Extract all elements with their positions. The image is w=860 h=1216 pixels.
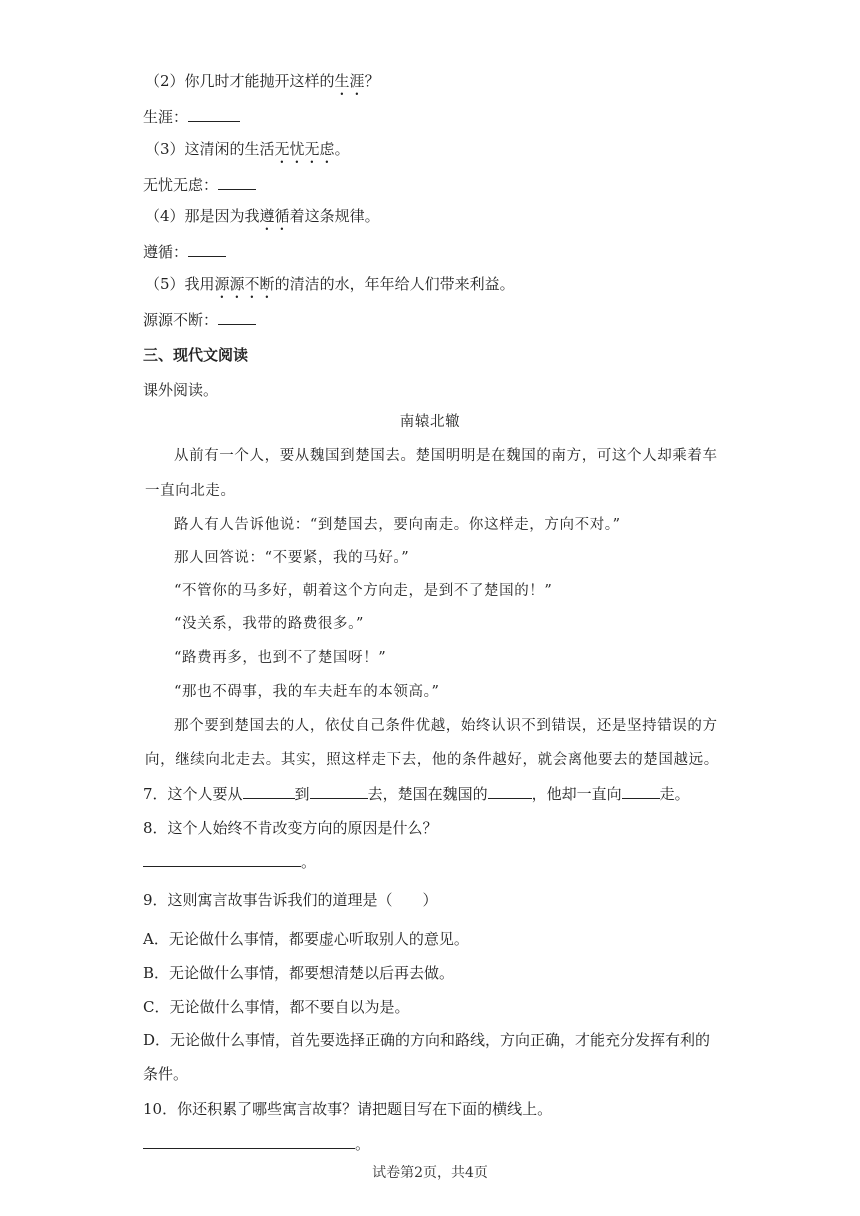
answer-blank[interactable] — [622, 784, 660, 799]
answer-blank[interactable] — [143, 852, 301, 867]
answer-blank[interactable] — [143, 1134, 355, 1149]
story-paragraph-5: “没关系，我带的路费很多。” — [174, 616, 364, 632]
answer-blank[interactable] — [243, 784, 295, 799]
question-7 — [143, 784, 690, 804]
section-heading: 三、现代文阅读 — [143, 346, 249, 364]
story-paragraph-3: 那人回答说：“不要紧，我的马好。” — [174, 550, 410, 566]
question-10: 10．你还积累了哪些寓言故事？请把题目写在下面的横线上。 — [143, 1100, 553, 1118]
question-8: 8．这个人始终不肯改变方向的原因是什么？ — [143, 819, 438, 837]
question-10-answer — [143, 1134, 370, 1154]
question-7-text: 去，楚国在魏国的 — [367, 785, 488, 803]
option-c[interactable]: C．无论做什么事情，都不要自以为是。 — [143, 998, 410, 1016]
answer-blank[interactable] — [188, 107, 240, 122]
page-footer: 试卷第2页，共4页 — [372, 1165, 488, 1181]
vocab-answer-5 — [143, 310, 256, 330]
story-paragraph-6: “路费再多，也到不了楚国呀！” — [174, 650, 387, 666]
answer-blank[interactable] — [310, 784, 368, 799]
story-paragraph-8a: 那个要到楚国去的人，依仗自己条件优越，始终认识不到错误，还是坚持错误的方 — [174, 718, 718, 734]
answer-label: 无忧无虑： — [143, 176, 219, 194]
vocab-question-2 — [145, 71, 380, 99]
vocab-question-5 — [145, 274, 515, 302]
answer-blank[interactable] — [218, 310, 256, 325]
story-paragraph-8b: 向，继续向北走去。其实，照这样走下去，他的条件越好，就会离他要去的楚国越远。 — [145, 752, 719, 768]
vocab-answer-3 — [143, 175, 256, 195]
question-prefix: （5）我用 — [145, 275, 215, 293]
emphasized-word: 源源不断 — [214, 275, 275, 293]
question-suffix: 。 — [334, 140, 350, 158]
story-paragraph-7: “那也不碍事，我的车夫赶车的本领高。” — [174, 684, 440, 700]
question-8-answer — [143, 852, 316, 872]
answer-end-mark: 。 — [301, 853, 317, 871]
vocab-question-4 — [145, 206, 380, 234]
story-paragraph-1b: 一直向北走。 — [145, 483, 236, 499]
question-7-text: ，他却一直向 — [531, 785, 622, 803]
question-7-text: 到 — [294, 785, 310, 803]
vocab-answer-2 — [143, 107, 240, 127]
answer-label: 源源不断： — [143, 311, 219, 329]
story-title: 南辕北辙 — [399, 414, 461, 430]
answer-label: 遵循： — [143, 243, 189, 261]
answer-label: 生涯： — [143, 108, 189, 126]
section-subheading: 课外阅读。 — [143, 381, 219, 399]
question-suffix: 的清洁的水，年年给人们带来利益。 — [274, 275, 515, 293]
question-prefix: （4）那是因为我 — [145, 207, 260, 225]
question-7-text: 7．这个人要从 — [143, 785, 243, 803]
answer-blank[interactable] — [218, 175, 256, 190]
option-d[interactable]: D．无论做什么事情，首先要选择正确的方向和路线，方向正确，才能充分发挥有利的 — [143, 1031, 711, 1049]
option-b[interactable]: B．无论做什么事情，都要想清楚以后再去做。 — [143, 964, 455, 982]
vocab-answer-4 — [143, 242, 226, 262]
emphasized-word: 无忧无虑 — [274, 140, 335, 158]
answer-blank[interactable] — [488, 784, 532, 799]
question-9: 9．这则寓言故事告诉我们的道理是（ ） — [143, 891, 438, 909]
emphasized-word: 遵循 — [259, 207, 290, 225]
vocab-question-3 — [145, 139, 350, 167]
story-paragraph-4: “不管你的马多好，朝着这个方向走，是到不了楚国的！” — [174, 583, 553, 599]
answer-end-mark: 。 — [355, 1135, 371, 1153]
option-a[interactable]: A．无论做什么事情，都要虚心听取别人的意见。 — [143, 930, 469, 948]
emphasized-word: 生涯 — [334, 72, 365, 90]
answer-blank[interactable] — [188, 242, 226, 257]
story-paragraph-2: 路人有人告诉他说：“到楚国去，要向南走。你这样走，方向不对。” — [174, 517, 621, 533]
question-7-text: 走。 — [659, 785, 690, 803]
story-paragraph-1a: 从前有一个人，要从魏国到楚国去。楚国明明是在魏国的南方，可这个人却乘着车 — [174, 448, 718, 464]
question-suffix: 着这条规律。 — [289, 207, 380, 225]
question-suffix: ？ — [364, 72, 380, 90]
question-prefix: （3）这清闲的生活 — [145, 140, 275, 158]
question-prefix: （2）你几时才能抛开这样的 — [145, 72, 335, 90]
option-d-continued: 条件。 — [143, 1065, 189, 1083]
